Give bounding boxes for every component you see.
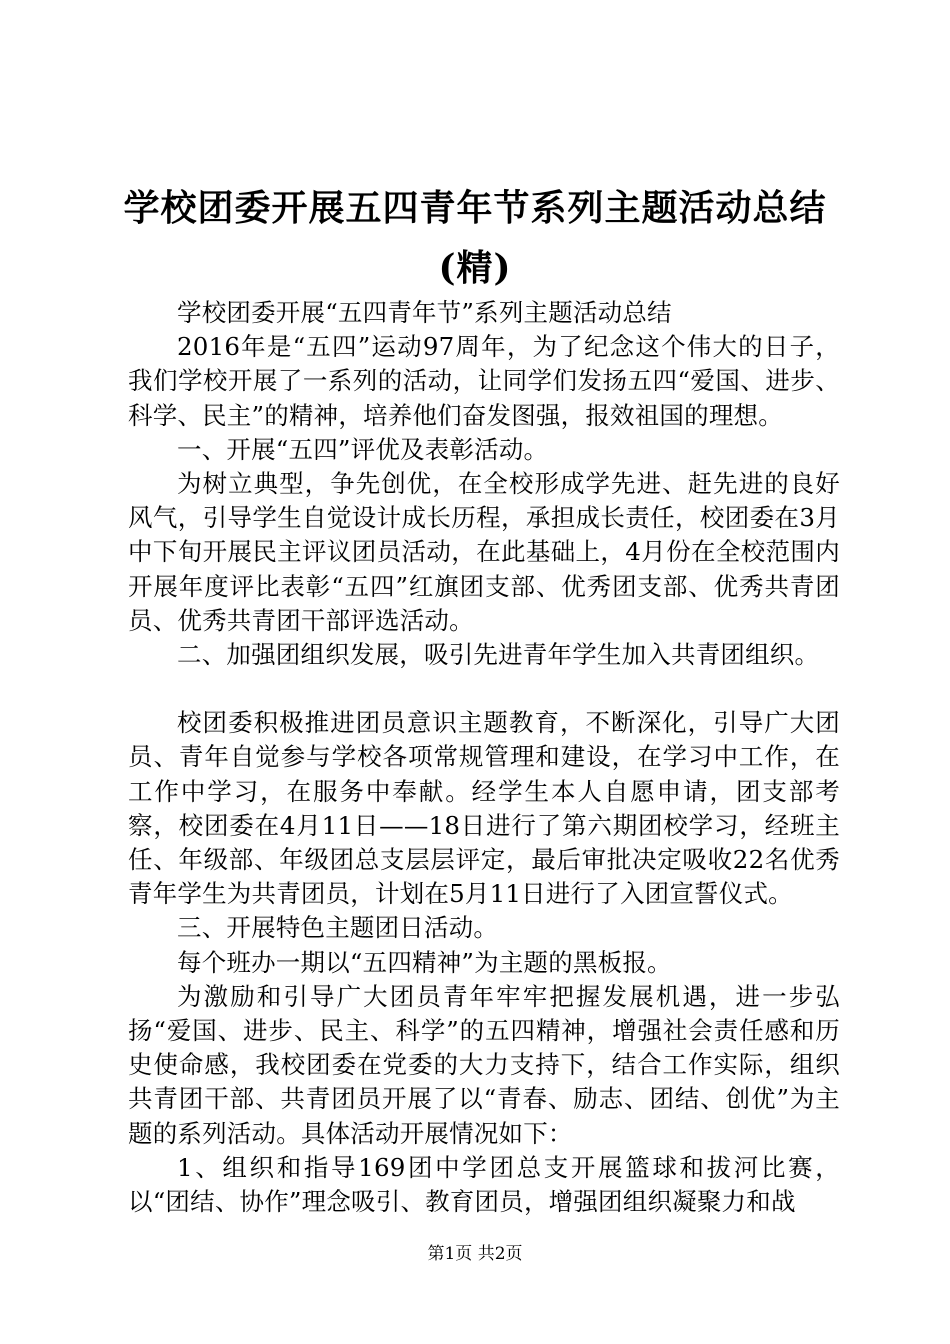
section-heading: 三、开展特色主题团日活动。: [177, 913, 499, 943]
document-title-suffix: (精): [438, 247, 512, 289]
section-heading: 二、加强团组织发展，吸引先进青年学生加入共青团组织。: [177, 640, 820, 670]
blank-line: [128, 672, 840, 706]
body-paragraph: 校团委积极推进团员意识主题教育，不断深化，引导广大团员、青年自觉参与学校各项常规管理和建设，在学习中工作，在工作中学习，在服务中奉献。经学生本人自愿申请，团支部考察，校团委在4月11日——18日进行了第六期团校学习，经班主任、年级部、年级团总支层层评定，最后审批决定吸收22名优秀青年学生为共青团员，计划在5月11日进行了入团宣誓仪式。: [128, 708, 840, 909]
body-paragraph: 学校团委开展“五四青年节”系列主题活动总结: [177, 298, 672, 327]
document-title: 学校团委开展五四青年节系列主题活动总结: [123, 187, 827, 229]
document-body: [128, 296, 840, 1219]
page-footer: 第1页 共2页: [427, 1244, 523, 1264]
body-paragraph: 为树立典型，争先创优，在全校形成学先进、赶先进的良好风气，引导学生自觉设计成长历程，承担成长责任，校团委在3月中下旬开展民主评议团员活动，在此基础上，4月份在全校范围内开展年度评比表彰“五四”红旗团支部、优秀团支部、优秀共青团员、优秀共青团干部评选活动。: [128, 469, 840, 635]
body-paragraph: 2016年是“五四”运动97周年，为了纪念这个伟大的日子，我们学校开展了一系列的活动，让同学们发扬五四“爱国、进步、科学、民主”的精神，培养他们奋发图强，报效祖国的理想。: [128, 332, 840, 430]
body-paragraph: 每个班办一期以“五四精神”为主题的黑板报。: [177, 947, 672, 977]
body-paragraph: 1、组织和指导169团中学团总支开展篮球和拔河比赛，以“团结、协作”理念吸引、教育团员，增强团组织凝聚力和战: [128, 1152, 840, 1217]
body-paragraph: 为激励和引导广大团员青年牢牢把握发展机遇，进一步弘扬“爱国、进步、民主、科学”的五四精神，增强社会责任感和历史使命感，我校团委在党委的大力支持下，结合工作实际，组织共青团干部、共青团员开展了以“青春、励志、团结、创优”为主题的系列活动。具体活动开展情况如下：: [128, 981, 840, 1148]
section-heading: 一、开展“五四”评优及表彰活动。: [177, 434, 549, 464]
